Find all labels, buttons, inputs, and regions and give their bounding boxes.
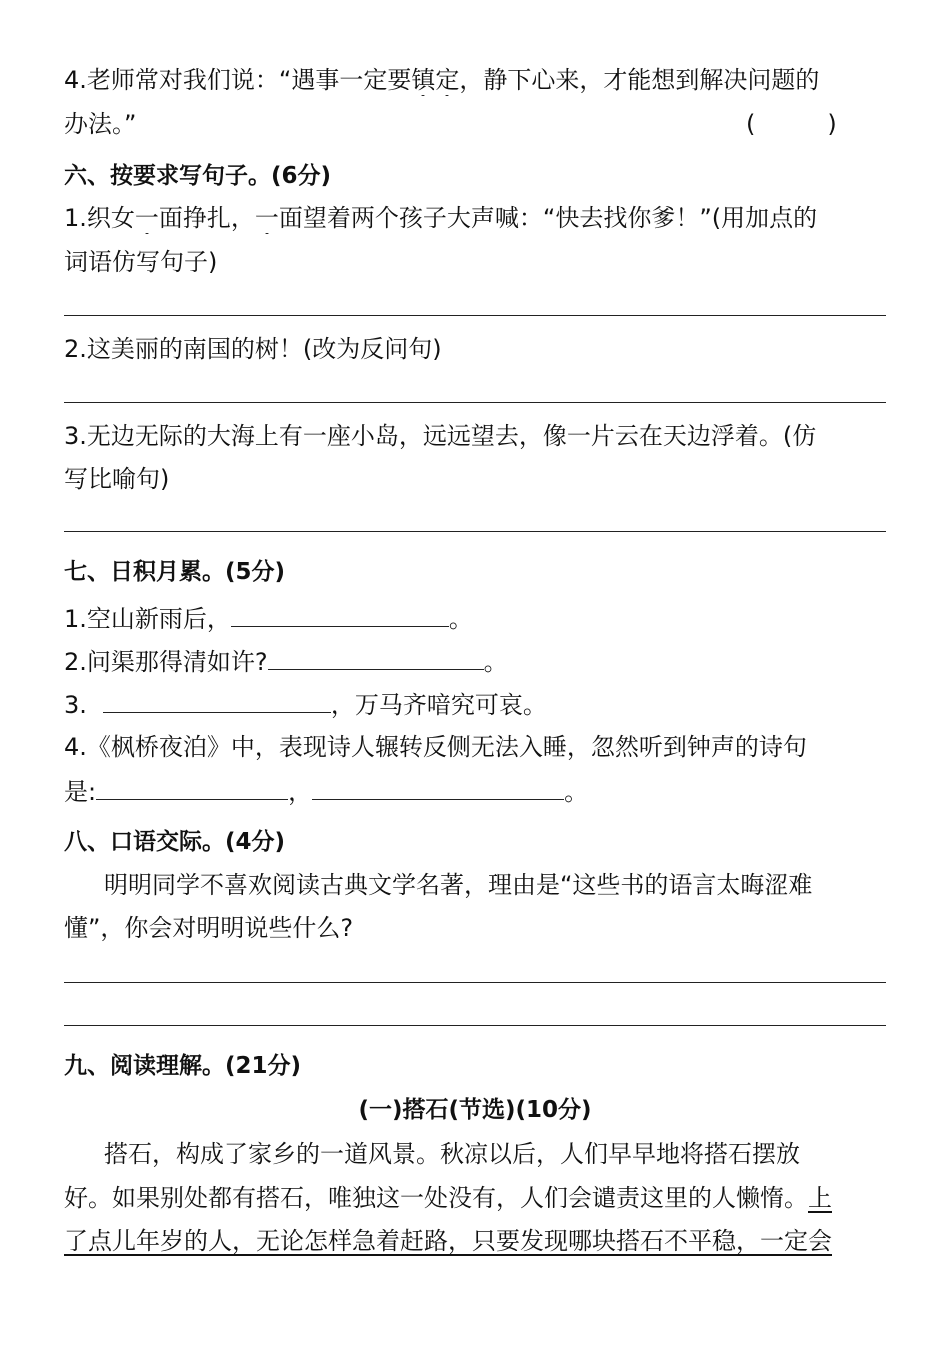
fill-blank[interactable]: [312, 775, 564, 800]
s7-q3-text: 3.: [64, 691, 87, 719]
emphasis-dot-char: 一: [254, 204, 279, 232]
section-8-title: 八、口语交际。(4分): [64, 829, 286, 855]
emphasis-dot-char: 定: [435, 66, 460, 94]
s7-q4-text: 是:: [64, 778, 97, 806]
underlined-text: 上: [808, 1184, 832, 1212]
answer-line[interactable]: [64, 402, 886, 403]
s6-q1-text: 面挣扎，: [158, 204, 255, 232]
section-6-title: 六、按要求写句子。(6分): [64, 163, 332, 189]
q4-text: 4.老师常对我们说：“遇事一定要: [64, 66, 412, 94]
s8-line2: 懂”，你会对明明说些什么?: [64, 914, 354, 942]
s7-q3: [64, 688, 886, 721]
reading-paragraph-line2: [64, 1182, 886, 1214]
answer-line[interactable]: [64, 982, 886, 983]
answer-line[interactable]: [64, 531, 886, 532]
s7-q1-end: 。: [448, 605, 473, 633]
s6-q1-line2: 词语仿写句子): [64, 248, 218, 276]
s7-q1-text: 1.空山新雨后，: [64, 605, 231, 633]
s7-q4-comma: ，: [288, 778, 313, 806]
q4-text-line2: 办法。”: [64, 110, 137, 138]
s6-q1-text: 1.织女: [64, 204, 135, 232]
q4-line2: [64, 108, 886, 140]
reading-subtitle: (一)搭石(节选)(10分): [358, 1097, 592, 1123]
answer-line[interactable]: [64, 315, 886, 316]
q4-line1: [64, 64, 886, 96]
fill-blank[interactable]: [96, 775, 288, 800]
s8-line1: 明明同学不喜欢阅读古典文学名著，理由是“这些书的语言太晦涩难: [104, 871, 813, 899]
fill-blank[interactable]: [268, 645, 484, 670]
fill-blank[interactable]: [231, 602, 449, 627]
s7-q1: [64, 602, 886, 635]
s7-q4-line2: [64, 775, 886, 808]
reading-text: 好。如果别处都有搭石，唯独这一处没有，人们会谴责这里的人懒惰。: [64, 1184, 808, 1212]
s7-q4-line1: 4.《枫桥夜泊》中，表现诗人辗转反侧无法入睡，忽然听到钟声的诗句: [64, 733, 807, 761]
s6-q3-line2: 写比喻句): [64, 465, 170, 493]
s7-q2-text: 2.问渠那得清如许?: [64, 648, 268, 676]
q4-text-tail: ，静下心来，才能想到解决问题的: [459, 66, 820, 94]
s7-q2: [64, 645, 886, 678]
emphasis-dot-char: 镇: [411, 66, 436, 94]
answer-parentheses[interactable]: ( ): [746, 110, 837, 138]
answer-line[interactable]: [64, 1025, 886, 1026]
section-9-title: 九、阅读理解。(21分): [64, 1053, 302, 1079]
fill-blank[interactable]: [103, 688, 331, 713]
emphasis-dot-char: 一: [134, 204, 159, 232]
reading-paragraph-line1: 搭石，构成了家乡的一道风景。秋凉以后，人们早早地将搭石摆放: [104, 1140, 800, 1168]
s7-q2-end: 。: [483, 648, 508, 676]
reading-paragraph-line3-underlined: 了点儿年岁的人，无论怎样急着赶路，只要发现哪块搭石不平稳，一定会: [64, 1227, 832, 1255]
s7-q4-end: 。: [564, 778, 589, 806]
s7-q3-end: ，万马齐喑究可哀。: [330, 691, 547, 719]
s6-q1-line1: [64, 202, 886, 234]
section-7-title: 七、日积月累。(5分): [64, 559, 286, 585]
s6-q3-line1: 3.无边无际的大海上有一座小岛，远远望去，像一片云在天边浮着。(仿: [64, 422, 817, 450]
s6-q2: 2.这美丽的南国的树！(改为反问句): [64, 335, 442, 363]
s6-q1-text: 面望着两个孩子大声喊：“快去找你爹！”(用加点的: [278, 204, 818, 232]
